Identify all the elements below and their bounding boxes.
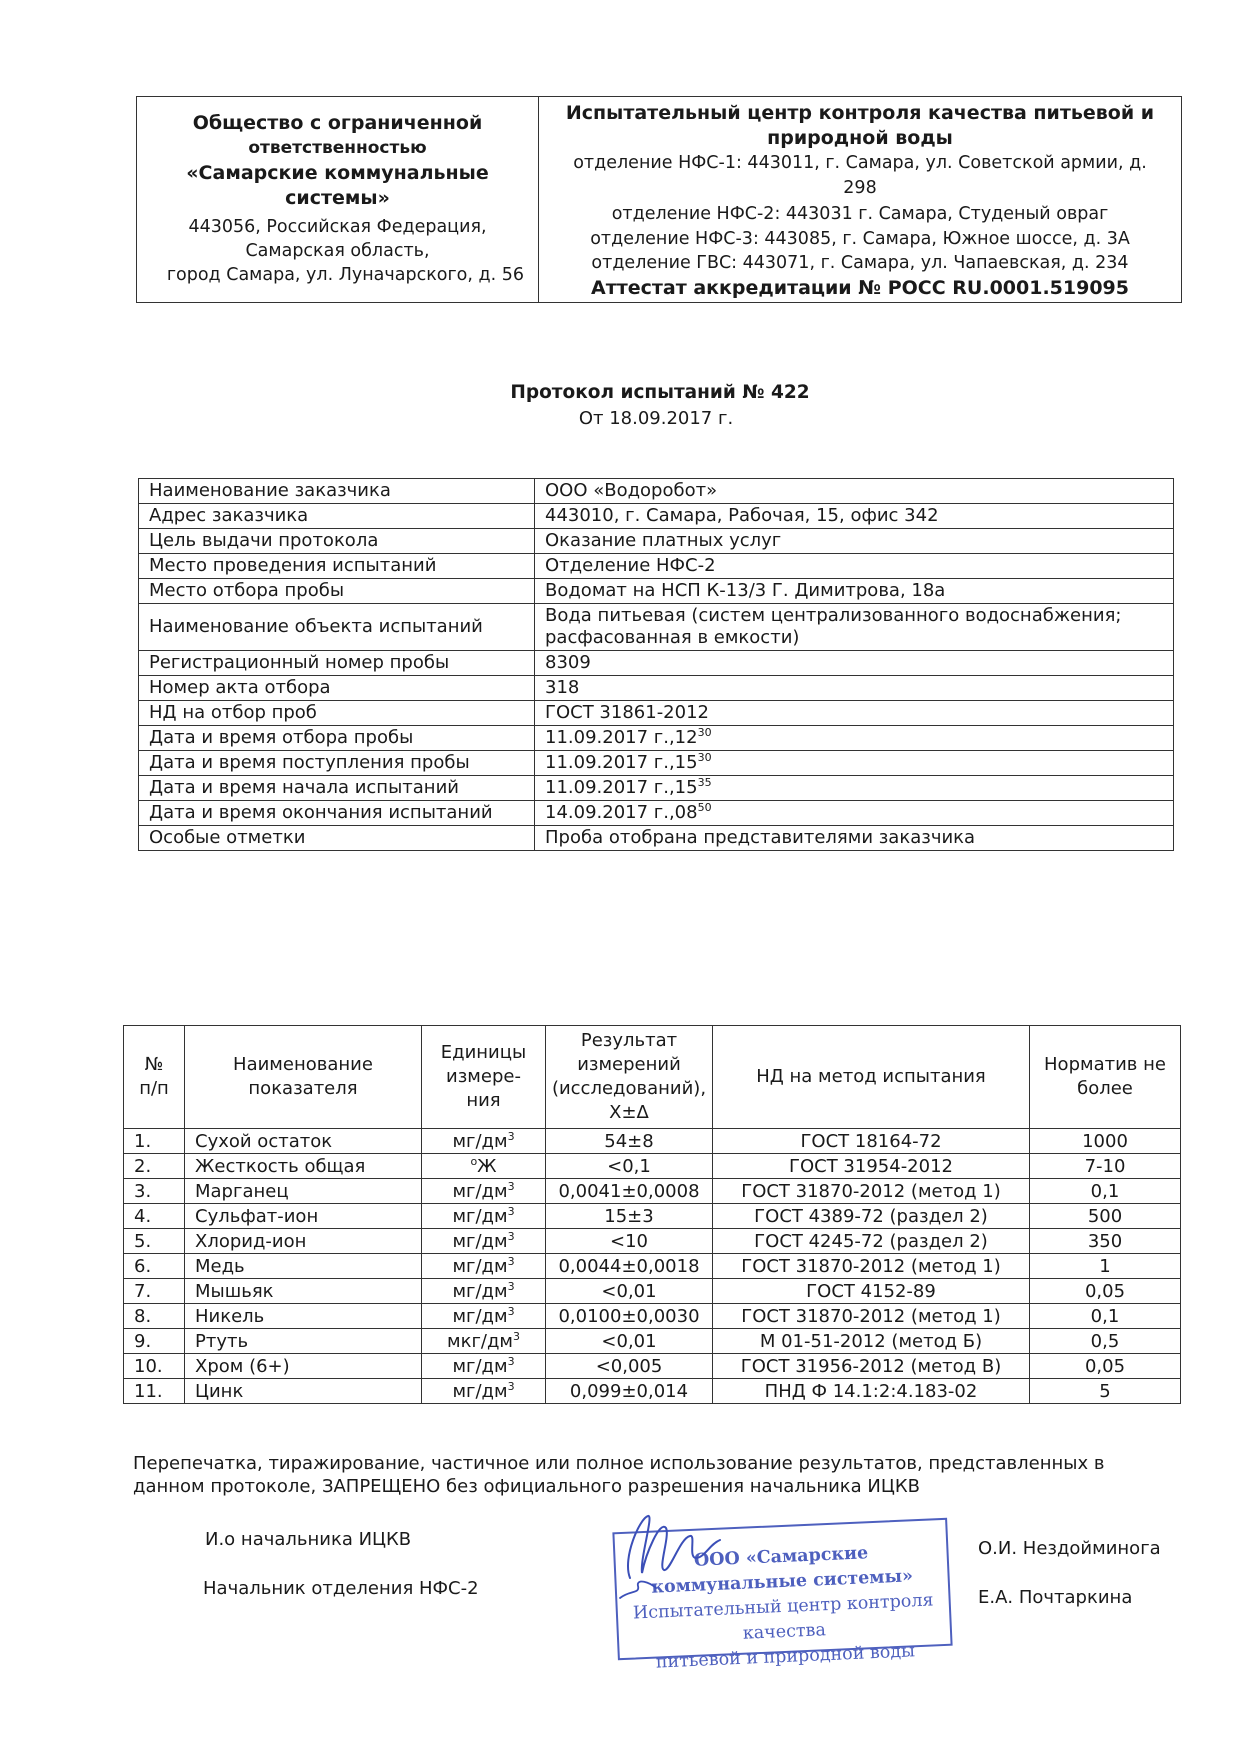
lab-dept2: отделение НФС-2: 443031 г. Самара, Студеный овраг xyxy=(611,204,1109,224)
result-value: 0,0100±0,0030 xyxy=(546,1304,713,1329)
lab-dept3: отделение НФС-3: 443085, г. Самара, Южное шоссе, д. 3А xyxy=(590,228,1130,249)
test-method: М 01-51-2012 (метод Б) xyxy=(713,1329,1030,1354)
info-label: НД на отбор проб xyxy=(139,701,535,726)
results-row xyxy=(124,1229,1181,1254)
info-label: Адрес заказчика xyxy=(139,504,535,529)
unit-text: мг/дм xyxy=(452,1380,508,1402)
unit-text: мкг/дм xyxy=(447,1330,513,1352)
info-value xyxy=(535,604,1174,651)
info-value xyxy=(535,726,1174,751)
col-header-name xyxy=(185,1026,422,1129)
results-row xyxy=(124,1254,1181,1279)
test-method: ГОСТ 31956-2012 (метод В) xyxy=(713,1354,1030,1379)
col-header-method xyxy=(713,1026,1030,1129)
results-row xyxy=(124,1204,1181,1229)
result-value: <10 xyxy=(546,1229,713,1254)
datetime-minutes: 50 xyxy=(697,801,712,814)
unit-text: мг/дм xyxy=(452,1180,508,1202)
info-label: Номер акта отбора xyxy=(139,676,535,701)
unit xyxy=(422,1379,546,1404)
lab-dept1: отделение НФС-1: 443011, г. Самара, ул. Советской армии, д. xyxy=(573,153,1147,173)
header-text: НД на метод испытания xyxy=(756,1066,986,1087)
info-label: Наименование объекта испытаний xyxy=(139,604,535,651)
results-header-row xyxy=(124,1026,1181,1129)
unit xyxy=(422,1204,546,1229)
unit-superscript: 3 xyxy=(513,1329,520,1343)
lab-dept4: отделение ГВС: 443071, г. Самара, ул. Чапаевская, д. 234 xyxy=(591,253,1129,273)
info-row xyxy=(139,604,1174,651)
norm-value: 0,05 xyxy=(1030,1279,1181,1304)
info-label: Регистрационный номер пробы xyxy=(139,651,535,676)
indicator-name: Сульфат-ион xyxy=(185,1204,422,1229)
organization-cell xyxy=(137,97,539,302)
info-row xyxy=(139,651,1174,676)
info-row xyxy=(139,776,1174,801)
header-text: Норматив не xyxy=(1044,1054,1166,1075)
unit-text: Ж xyxy=(477,1155,497,1177)
indicator-name: Сухой остаток xyxy=(185,1129,422,1154)
col-header-norm xyxy=(1030,1026,1181,1129)
info-label: Дата и время поступления пробы xyxy=(139,751,535,776)
sample-info-table xyxy=(138,478,1174,851)
norm-value: 1000 xyxy=(1030,1129,1181,1154)
object-line2: расфасованная в емкости) xyxy=(545,627,800,648)
protocol-title: Протокол испытаний № 422 xyxy=(510,382,810,403)
header-text: ния xyxy=(466,1090,501,1111)
datetime-minutes: 30 xyxy=(697,726,712,739)
info-value: 8309 xyxy=(535,651,1174,676)
header-block xyxy=(136,96,1182,303)
norm-value: 0,1 xyxy=(1030,1304,1181,1329)
row-number: 7. xyxy=(124,1279,185,1304)
norm-value: 500 xyxy=(1030,1204,1181,1229)
norm-value: 350 xyxy=(1030,1229,1181,1254)
unit-text: мг/дм xyxy=(452,1355,508,1377)
object-line1: Вода питьевая (систем централизованного водоснабжения; xyxy=(545,605,1122,626)
disclaimer-line1: Перепечатка, тиражирование, частичное или полное использование результатов, представленных в xyxy=(133,1453,1105,1474)
test-method: ГОСТ 18164-72 xyxy=(713,1129,1030,1154)
unit xyxy=(422,1354,546,1379)
indicator-name: Цинк xyxy=(185,1379,422,1404)
signer-role-1: И.о начальника ИЦКВ xyxy=(205,1529,412,1550)
signer-name-1: О.И. Нездойминога xyxy=(978,1538,1161,1559)
test-method: ГОСТ 4389-72 (раздел 2) xyxy=(713,1204,1030,1229)
header-text: X±Δ xyxy=(609,1102,649,1123)
handwritten-signature xyxy=(600,1498,750,1608)
results-row xyxy=(124,1279,1181,1304)
header-text: п/п xyxy=(139,1078,169,1099)
datetime-minutes: 35 xyxy=(697,776,712,789)
header-text: измерений xyxy=(577,1054,681,1075)
header-text: № xyxy=(144,1054,164,1075)
test-method: ПНД Ф 14.1:2:4.183-02 xyxy=(713,1379,1030,1404)
row-number: 2. xyxy=(124,1154,185,1179)
info-row xyxy=(139,529,1174,554)
info-row xyxy=(139,554,1174,579)
unit xyxy=(422,1254,546,1279)
info-value: 318 xyxy=(535,676,1174,701)
disclaimer-line2: данном протоколе, ЗАПРЕЩЕНО без официального разрешения начальника ИЦКВ xyxy=(133,1476,920,1497)
row-number: 1. xyxy=(124,1129,185,1154)
unit xyxy=(422,1329,546,1354)
norm-value: 0,5 xyxy=(1030,1329,1181,1354)
indicator-name: Марганец xyxy=(185,1179,422,1204)
accreditation: Аттестат аккредитации № РОСС RU.0001.519095 xyxy=(590,276,1129,299)
unit-text: мг/дм xyxy=(452,1280,508,1302)
unit-text: мг/дм xyxy=(452,1255,508,1277)
indicator-name: Жесткость общая xyxy=(185,1154,422,1179)
indicator-name: Ртуть xyxy=(185,1329,422,1354)
org-address-line3: город Самара, ул. Луначарского, д. 56 xyxy=(166,265,524,285)
datetime-minutes: 30 xyxy=(697,751,712,764)
norm-value: 0,05 xyxy=(1030,1354,1181,1379)
test-method: ГОСТ 31870-2012 (метод 1) xyxy=(713,1304,1030,1329)
unit xyxy=(422,1154,546,1179)
norm-value: 7-10 xyxy=(1030,1154,1181,1179)
info-label: Дата и время начала испытаний xyxy=(139,776,535,801)
unit xyxy=(422,1179,546,1204)
stamp-line2: Испытательный центр контроля качества xyxy=(632,1590,934,1644)
info-value: ООО «Водоробот» xyxy=(535,479,1174,504)
org-name-line3: «Самарские коммунальные xyxy=(186,162,489,184)
info-row xyxy=(139,479,1174,504)
unit-superscript: 3 xyxy=(507,1229,515,1243)
norm-value: 0,1 xyxy=(1030,1179,1181,1204)
org-address-line1: 443056, Российская Федерация, xyxy=(188,217,487,237)
lab-dept1-cont: 298 xyxy=(843,177,877,198)
col-header-unit xyxy=(422,1026,546,1129)
unit-superscript: 3 xyxy=(507,1179,515,1193)
result-value: <0,01 xyxy=(546,1279,713,1304)
indicator-name: Никель xyxy=(185,1304,422,1329)
info-value: 443010, г. Самара, Рабочая, 15, офис 342 xyxy=(535,504,1174,529)
norm-value: 5 xyxy=(1030,1379,1181,1404)
info-label: Цель выдачи протокола xyxy=(139,529,535,554)
result-value: 0,0044±0,0018 xyxy=(546,1254,713,1279)
test-method: ГОСТ 31870-2012 (метод 1) xyxy=(713,1254,1030,1279)
results-body xyxy=(124,1129,1181,1404)
norm-value: 1 xyxy=(1030,1254,1181,1279)
unit-superscript: 3 xyxy=(507,1279,515,1293)
indicator-name: Медь xyxy=(185,1254,422,1279)
results-row xyxy=(124,1379,1181,1404)
info-value xyxy=(535,801,1174,826)
unit xyxy=(422,1129,546,1154)
unit-text: мг/дм xyxy=(452,1305,508,1327)
info-row xyxy=(139,726,1174,751)
row-number: 5. xyxy=(124,1229,185,1254)
info-row xyxy=(139,676,1174,701)
result-value: 54±8 xyxy=(546,1129,713,1154)
info-row xyxy=(139,751,1174,776)
row-number: 3. xyxy=(124,1179,185,1204)
indicator-name: Хром (6+) xyxy=(185,1354,422,1379)
info-value xyxy=(535,751,1174,776)
header-text: Наименование xyxy=(233,1054,373,1075)
signer-role-2: Начальник отделения НФС-2 xyxy=(203,1578,479,1599)
row-number: 8. xyxy=(124,1304,185,1329)
info-row xyxy=(139,701,1174,726)
result-value: 15±3 xyxy=(546,1204,713,1229)
info-value: Проба отобрана представителями заказчика xyxy=(535,826,1174,851)
info-value xyxy=(535,776,1174,801)
results-row xyxy=(124,1304,1181,1329)
col-header-num xyxy=(124,1026,185,1129)
unit-superscript: 3 xyxy=(507,1254,515,1268)
lab-title-line1: Испытательный центр контроля качества питьевой и xyxy=(565,102,1155,124)
info-label: Особые отметки xyxy=(139,826,535,851)
col-header-result xyxy=(546,1026,713,1129)
test-method: ГОСТ 31954-2012 xyxy=(713,1154,1030,1179)
test-method: ГОСТ 4245-72 (раздел 2) xyxy=(713,1229,1030,1254)
unit xyxy=(422,1229,546,1254)
result-value: <0,005 xyxy=(546,1354,713,1379)
result-value: <0,01 xyxy=(546,1329,713,1354)
test-method: ГОСТ 31870-2012 (метод 1) xyxy=(713,1179,1030,1204)
signer-name-2: Е.А. Почтаркина xyxy=(978,1587,1133,1608)
info-row xyxy=(139,826,1174,851)
row-number: 9. xyxy=(124,1329,185,1354)
header-text: измере- xyxy=(446,1066,521,1087)
results-row xyxy=(124,1354,1181,1379)
org-name-line4: системы» xyxy=(285,187,390,209)
lab-title-line2: природной воды xyxy=(767,127,953,149)
result-value: <0,1 xyxy=(546,1154,713,1179)
unit-text: мг/дм xyxy=(452,1130,508,1152)
info-label: Дата и время окончания испытаний xyxy=(139,801,535,826)
unit-superscript: 3 xyxy=(507,1354,515,1368)
protocol-date: От 18.09.2017 г. xyxy=(578,408,734,429)
info-label: Наименование заказчика xyxy=(139,479,535,504)
info-value: Водомат на НСП К-13/3 Г. Димитрова, 18а xyxy=(535,579,1174,604)
results-row xyxy=(124,1179,1181,1204)
test-method: ГОСТ 4152-89 xyxy=(713,1279,1030,1304)
datetime-main: 11.09.2017 г.,15 xyxy=(545,777,698,798)
unit-superscript: 3 xyxy=(507,1379,515,1393)
unit-text: мг/дм xyxy=(452,1205,508,1227)
unit xyxy=(422,1279,546,1304)
header-text: более xyxy=(1077,1078,1133,1099)
info-row xyxy=(139,504,1174,529)
row-number: 11. xyxy=(124,1379,185,1404)
unit-superscript: 3 xyxy=(507,1204,515,1218)
org-name-line2: ответственностью xyxy=(248,138,427,158)
unit-superscript: 3 xyxy=(507,1129,515,1143)
unit xyxy=(422,1304,546,1329)
info-row xyxy=(139,801,1174,826)
datetime-main: 11.09.2017 г.,15 xyxy=(545,752,698,773)
row-number: 10. xyxy=(124,1354,185,1379)
info-label: Место отбора пробы xyxy=(139,579,535,604)
unit-text: мг/дм xyxy=(452,1230,508,1252)
results-row xyxy=(124,1129,1181,1154)
stamp-line1: ООО «Самарские коммунальные системы» xyxy=(650,1543,914,1598)
results-row xyxy=(124,1154,1181,1179)
info-row xyxy=(139,579,1174,604)
results-table xyxy=(123,1025,1181,1404)
info-label: Место проведения испытаний xyxy=(139,554,535,579)
datetime-main: 11.09.2017 г.,12 xyxy=(545,727,698,748)
header-text: показателя xyxy=(248,1078,358,1099)
header-text: (исследований), xyxy=(551,1078,707,1099)
info-value: Отделение НФС-2 xyxy=(535,554,1174,579)
indicator-name: Хлорид-ион xyxy=(185,1229,422,1254)
indicator-name: Мышьяк xyxy=(185,1279,422,1304)
row-number: 4. xyxy=(124,1204,185,1229)
org-address-line2: Самарская область, xyxy=(245,241,430,261)
header-text: Единицы xyxy=(440,1042,527,1063)
info-value: ГОСТ 31861-2012 xyxy=(535,701,1174,726)
info-value: Оказание платных услуг xyxy=(535,529,1174,554)
disclaimer xyxy=(133,1452,1133,1498)
unit-superscript: 3 xyxy=(507,1304,515,1318)
row-number: 6. xyxy=(124,1254,185,1279)
unit-superscript: о xyxy=(470,1154,478,1168)
org-name-line1: Общество с ограниченной xyxy=(192,112,483,134)
result-value: 0,099±0,014 xyxy=(546,1379,713,1404)
header-text: Результат xyxy=(580,1030,678,1051)
datetime-main: 14.09.2017 г.,08 xyxy=(545,802,698,823)
lab-cell xyxy=(539,97,1181,302)
results-row xyxy=(124,1329,1181,1354)
info-label: Дата и время отбора пробы xyxy=(139,726,535,751)
stamp-line3: питьевой и природной воды xyxy=(655,1641,916,1673)
result-value: 0,0041±0,0008 xyxy=(546,1179,713,1204)
